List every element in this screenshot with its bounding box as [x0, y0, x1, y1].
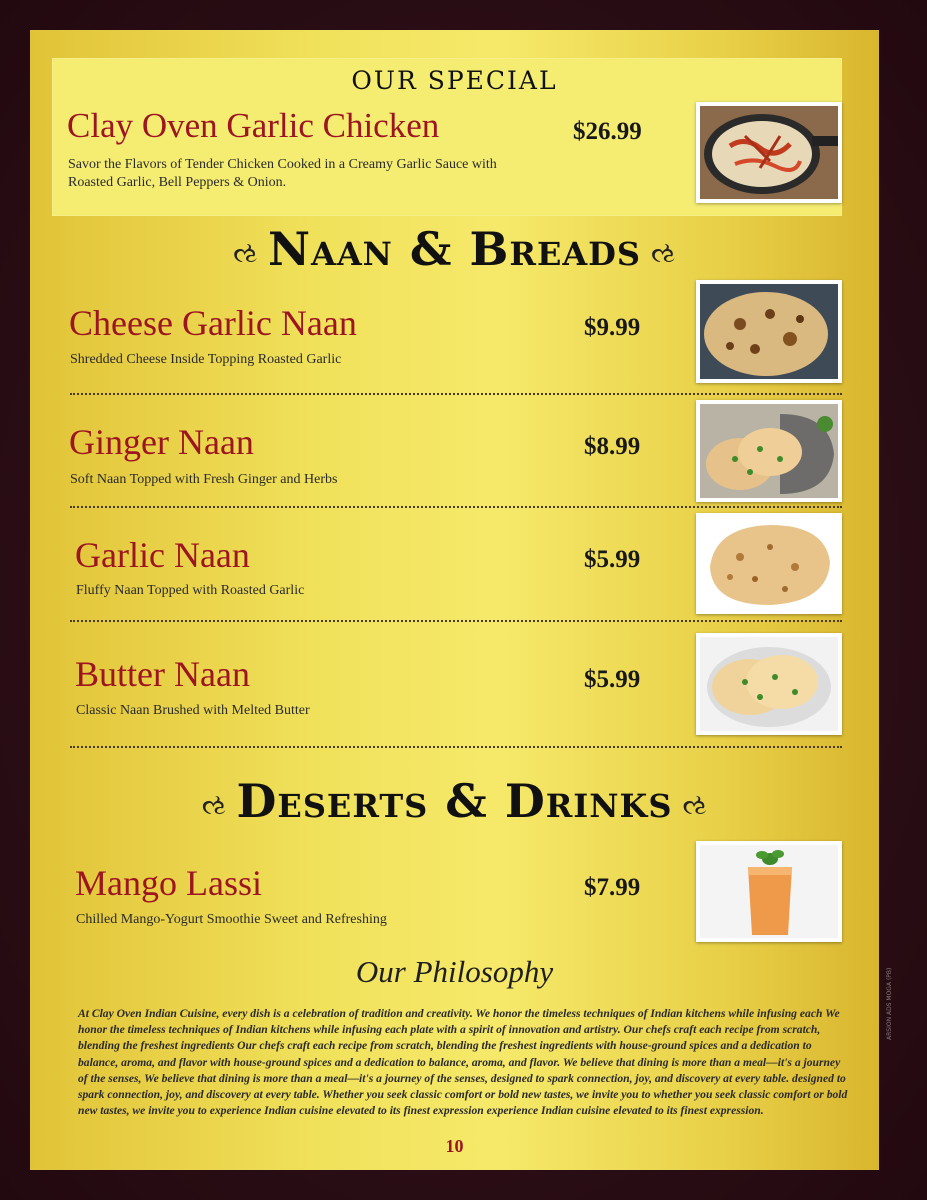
menu-item-name: Cheese Garlic Naan — [69, 303, 357, 343]
scroll-ornament-left-icon: ઌ — [201, 788, 227, 821]
special-item-price: $26.99 — [573, 118, 642, 145]
scroll-ornament-right-icon: ઌ — [682, 788, 708, 821]
menu-item-description: Fluffy Naan Topped with Roasted Garlic — [76, 583, 305, 598]
menu-item-description: Classic Naan Brushed with Melted Butter — [76, 703, 310, 718]
page-number: 10 — [445, 1136, 464, 1156]
menu-item-description: Chilled Mango-Yogurt Smoothie Sweet and Refreshing — [76, 912, 387, 927]
menu-item-name: Ginger Naan — [69, 422, 254, 462]
section-title-naan-breads — [30, 222, 879, 276]
butter-naan-image — [696, 633, 842, 735]
special-item-description: Savor the Flavors of Tender Chicken Cooked in a Creamy Garlic Sauce with Roasted Garlic, Bell Peppers & Onion. — [68, 157, 497, 190]
garlic-chicken-image — [696, 102, 842, 203]
dotted-divider — [70, 746, 842, 748]
menu-item-price: $5.99 — [584, 546, 641, 573]
menu-page — [30, 30, 879, 1170]
dotted-divider — [70, 506, 842, 508]
section-title-text: Naan & Breads — [267, 222, 642, 276]
menu-item-name: Garlic Naan — [75, 535, 250, 575]
menu-item-name: Butter Naan — [75, 654, 250, 694]
philosophy-text: At Clay Oven Indian Cuisine, every dish is a celebration of tradition and creativity. We honor the timeless techniques of Indian kitchens while infusing each We honor the timeless techniques of Indian kitchens while infusing each plate with a spirit of innovation and artistry. Our chefs craft each recipe from scratch, blending the freshest ingredients Our chefs craft each recipe from scratch, blending the freshest ingredients with house-ground spices and a dedication to balance, aroma, and flavor with house-ground spices and a dedication to balance, aroma, and flavor. We believe that dining is more than a meal—it's a journey of the senses, We believe that dining is more than a meal—it's a journey of the senses, designed to spark connection, joy, and discovery at every table. designed to spark connection, joy, and discovery at every table. Whether you seek classic comfort or bold new tastes, we invite you to whether you seek classic comfort or bold new tastes, we invite you to experience Indian cuisine elevated to its finest expression experience Indian cuisine elevated to its finest expression. — [78, 1007, 848, 1118]
menu-item-name: Mango Lassi — [75, 863, 262, 903]
special-heading: OUR SPECIAL — [351, 66, 558, 95]
ginger-naan-image — [696, 400, 842, 502]
menu-item-description: Soft Naan Topped with Fresh Ginger and Herbs — [70, 472, 338, 487]
cheese-garlic-naan-image — [696, 280, 842, 383]
scroll-ornament-left-icon: ઌ — [233, 236, 258, 269]
mango-lassi-image — [696, 841, 842, 942]
scroll-ornament-right-icon: ઌ — [651, 236, 676, 269]
philosophy-title: Our Philosophy — [355, 954, 554, 989]
dotted-divider — [70, 393, 842, 395]
section-title-deserts-drinks — [30, 774, 879, 828]
garlic-naan-image — [696, 513, 842, 614]
menu-item-description: Shredded Cheese Inside Topping Roasted Garlic — [70, 352, 342, 367]
section-title-text: Deserts & Drinks — [236, 774, 673, 828]
special-item-name: Clay Oven Garlic Chicken — [67, 106, 440, 145]
designer-credit: ARSION ADS MOGA (PB) — [886, 967, 893, 1040]
dotted-divider — [70, 620, 842, 622]
menu-item-price: $7.99 — [584, 874, 641, 901]
menu-item-price: $5.99 — [584, 666, 641, 693]
menu-item-price: $9.99 — [584, 314, 641, 341]
menu-item-price: $8.99 — [584, 433, 641, 460]
